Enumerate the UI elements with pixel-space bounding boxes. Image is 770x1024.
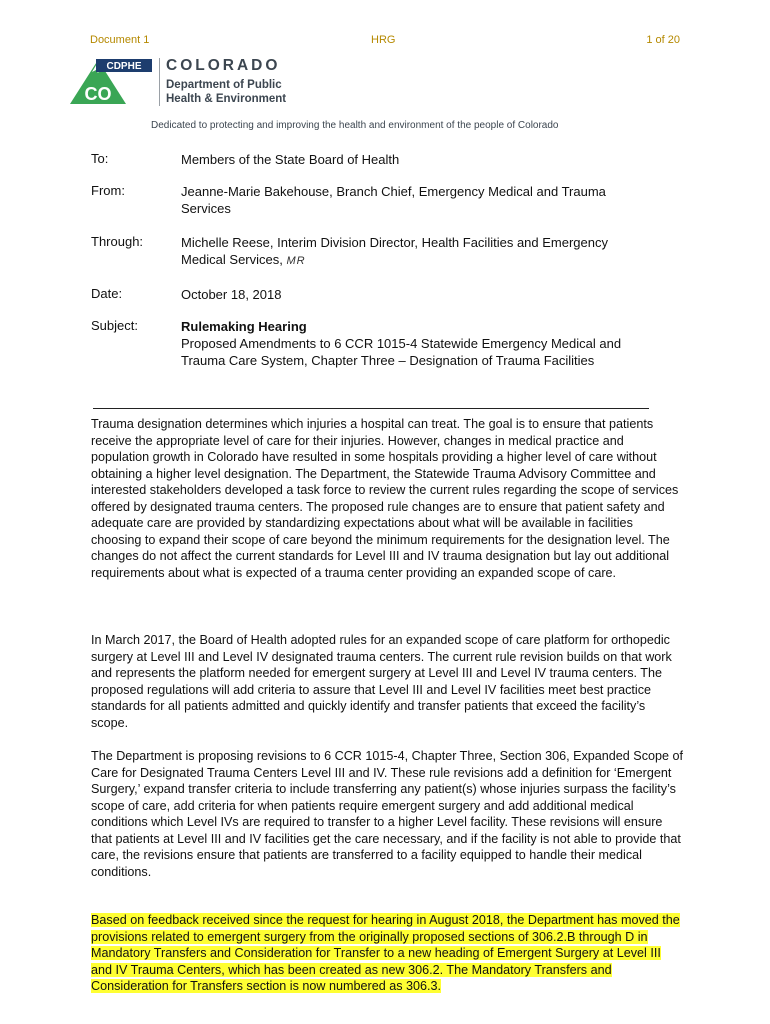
memo-through-value: Michelle Reese, Interim Division Director, Health Facilities and Emergency Medical Services, [181,235,608,267]
memo-subject-block [181,318,651,369]
memo-from-label: From: [91,183,125,198]
body-paragraph-4-highlighted [91,912,683,995]
header-code: HRG [371,34,396,46]
memo-date-value: October 18, 2018 [181,287,282,302]
memo-date-label: Date: [91,286,123,301]
body-paragraph-2: In March 2017, the Board of Health adopted rules for an expanded scope of care platform for orthopedic surgery at Level III and Level IV designated trauma centers. The current rule revision builds on that work and represents the platform needed for emergent surgery at Level III and Level IV trauma centers. The proposed regulations will add criteria to assure that Level III and Level IV facilities meet best practice standards for all patients admitted and quickly identify and transfer patients that exceed the facility’s scope. [91,633,672,730]
org-dept-line2: Health & Environment [166,93,287,105]
highlighted-text: Based on feedback received since the request for hearing in August 2018, the Department has moved the provisions related to emergent surgery from the originally proposed sections of 306.2.B through D in Mandatory Transfers and Consideration for Transfer to a new heading of Emergent Surgery at Level III and IV Trauma Centers, which has been created as new 306.2. The Mandatory Transfers and Consideration for Transfers section is now numbered as 306.3. [91,913,680,993]
logo-mark-text: CO [84,84,112,104]
memo-to-value: Members of the State Board of Health [181,152,400,167]
memo-through-initials: MR [286,255,306,267]
org-name: COLORADO [166,57,281,74]
body-paragraph-1: Trauma designation determines which injuries a hospital can treat. The goal is to ensure that patients receive the appropriate level of care for their injuries. However, changes in medical practice and population growth in Colorado have resulted in some hospitals providing a higher level of care without obtaining a higher level designation. The Department, the Statewide Trauma Advisory Committee and interested stakeholders developed a task force to review the current rules regarding the scope of services offered by designated trauma centers. The proposed rule changes are to ensure that patient safety and adequate care are provided by standardizing expectations about what will be available in facilities choosing to expand their scope of care beyond the minimum requirements for the designation level. The changes do not affect the current standards for Level III and IV trauma designation but lay out additional requirements about what is expected of a trauma center providing an expanded scope of care. [91,417,679,580]
logo-divider [159,58,160,106]
header-document-name: Document 1 [90,34,150,46]
body-paragraph-3: The Department is proposing revisions to 6 CCR 1015-4, Chapter Three, Section 306, Expanded Scope of Care for Designated Trauma Centers Level III and IV. These rule revisions add a definition for ‘Emergent Surgery,’ expand transfer criteria to include transferring any patient(s) whose injuries surpass the facility’s scope of care, add criteria for when patients require emergent surgery and add additional medical conditions which Level IVs are required to transfer to a higher Level facility. These revisions will ensure that patients at Level III and IV facilities get the care necessary, and if the facility is not able to provide that care, the revisions ensure that patients are transferred to a facility equipped to handle their medical conditions. [91,749,684,879]
org-dept-line1: Department of Public [166,79,282,91]
cdphe-logo-icon [68,56,158,106]
memo-from-value: Jeanne-Marie Bakehouse, Branch Chief, Emergency Medical and Trauma Services [181,184,606,216]
logo-badge-text: CDPHE [106,61,142,72]
memo-subject-title: Rulemaking Hearing [181,319,307,334]
memo-through-label: Through: [91,234,144,249]
memo-divider [93,408,649,409]
memo-to-label: To: [91,151,109,166]
memo-subject-label: Subject: [91,318,138,333]
header-page-number: 1 of 20 [646,34,680,46]
memo-subject-detail: Proposed Amendments to 6 CCR 1015-4 Statewide Emergency Medical and Trauma Care System, Chapter Three – Designation of Trauma Facilities [181,336,622,368]
org-tagline: Dedicated to protecting and improving the health and environment of the people of Colorado [151,120,559,131]
memo-through-block [181,234,651,270]
